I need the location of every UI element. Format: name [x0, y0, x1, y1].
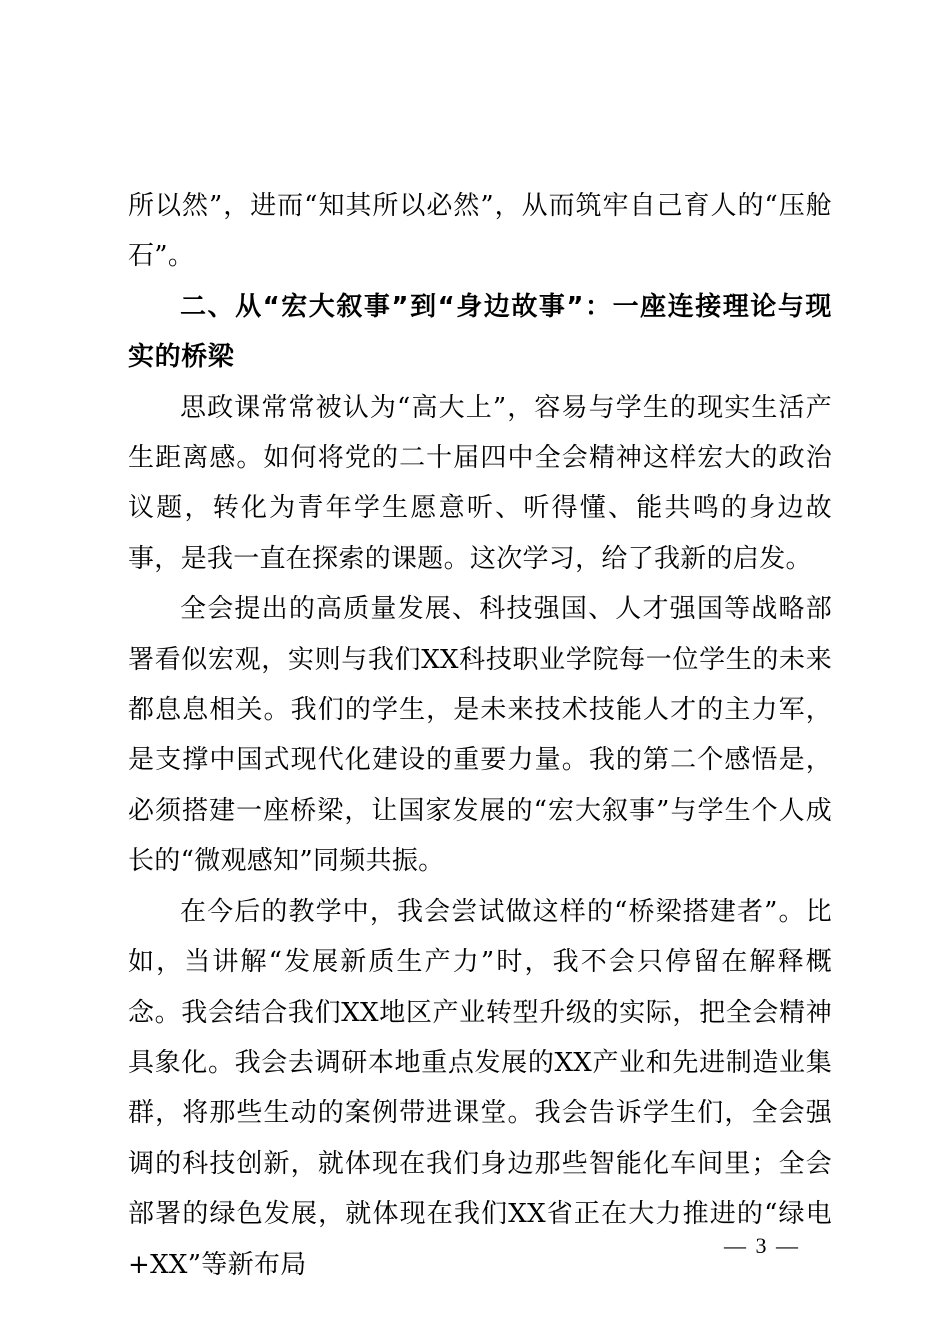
section-heading: 二、从“宏大叙事”到“身边故事”：一座连接理论与现实的桥梁: [128, 291, 832, 373]
continuation-paragraph: 所以然”，进而“知其所以必然”，从而筑牢自己育人的“压舱石”。: [128, 191, 832, 272]
document-body: [128, 181, 832, 1290]
body-paragraph-3: 在今后的教学中，我会尝试做这样的“桥梁搭建者”。比如，当讲解“发展新质生产力”时，我不会只停留在解释概念。我会结合我们XX地区产业转型升级的实际，把全会精神具象化。我会去调研本地重点发展的XX产业和先进制造业集群，将那些生动的案例带进课堂。我会告诉学生们，全会强调的科技创新，就体现在我们身边那些智能化车间里；全会部署的绿色发展，就体现在我们XX省正在大力推进的“绿电+XX”等新布局: [128, 896, 832, 1280]
page-number: — 3 —: [724, 1233, 800, 1258]
body-paragraph-1: 思政课常常被认为“高大上”，容易与学生的现实生活产生距离感。如何将党的二十届四中全会精神这样宏大的政治议题，转化为青年学生愿意听、听得懂、能共鸣的身边故事，是我一直在探索的课题。这次学习，给了我新的启发。: [128, 392, 832, 574]
body-paragraph-2: 全会提出的高质量发展、科技强国、人才强国等战略部署看似宏观，实则与我们XX科技职业学院每一位学生的未来都息息相关。我们的学生，是未来技术技能人才的主力军，是支撑中国式现代化建设的重要力量。我的第二个感悟是，必须搭建一座桥梁，让国家发展的“宏大叙事”与学生个人成长的“微观感知”同频共振。: [128, 594, 832, 877]
